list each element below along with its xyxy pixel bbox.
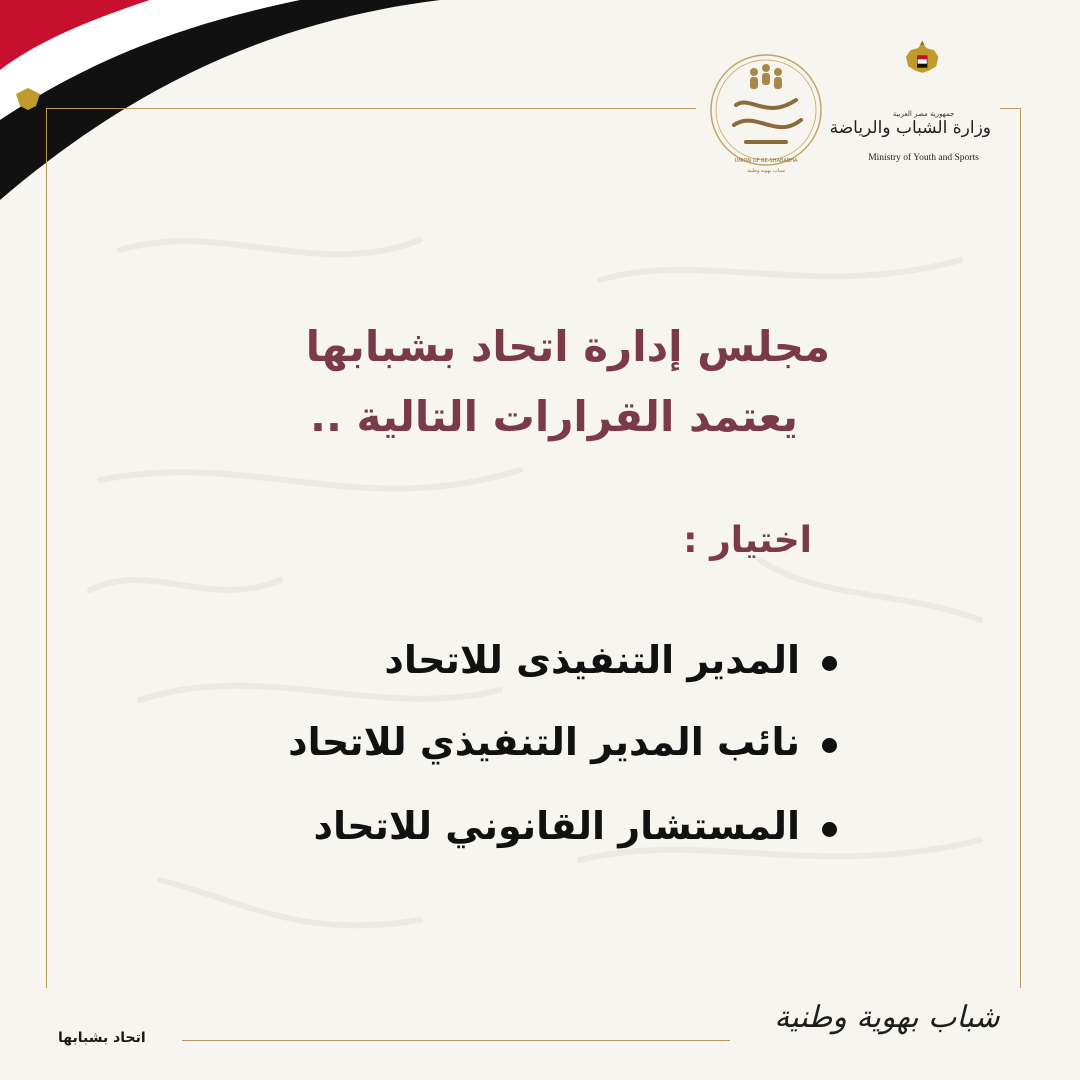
svg-text:شباب بهوية وطنية: شباب بهوية وطنية [747, 168, 785, 174]
ministry-name-en: Ministry of Youth and Sports [868, 153, 979, 163]
bullet-icon [822, 738, 837, 753]
page-title-line-2: يعتمد القرارات التالية .. [310, 392, 798, 441]
bullet-icon [822, 656, 837, 671]
page-title-line-1: مجلس إدارة اتحاد بشبابها [305, 322, 830, 371]
frame-top-line [46, 108, 696, 109]
list-item: المدير التنفيذى للاتحاد [384, 638, 800, 682]
frame-top-right-line [1000, 108, 1020, 109]
ministry-country-text: جمهورية مصر العربية [892, 110, 955, 118]
egypt-eagle-emblem-icon [850, 40, 995, 110]
frame-right-line [1020, 108, 1021, 988]
frame-bottom-line [182, 1040, 730, 1041]
ministry-name-ar: وزارة الشباب والرياضة [829, 118, 991, 138]
footer-slogan: شباب بهوية وطنية [774, 1000, 1000, 1035]
footer-brand-text: اتحاد بشبابها [58, 1030, 146, 1046]
list-item: نائب المدير التنفيذي للاتحاد [288, 720, 800, 764]
union-be-shababha-logo-icon [706, 50, 826, 180]
frame-left-line [46, 108, 47, 988]
bullet-icon [822, 822, 837, 837]
list-item: المستشار القانوني للاتحاد [313, 804, 800, 848]
selection-heading: اختيار : [683, 520, 812, 561]
svg-text:UNION OF BE-SHABABHA: UNION OF BE-SHABABHA [734, 158, 798, 164]
egypt-flag-ribbon [0, 0, 460, 210]
